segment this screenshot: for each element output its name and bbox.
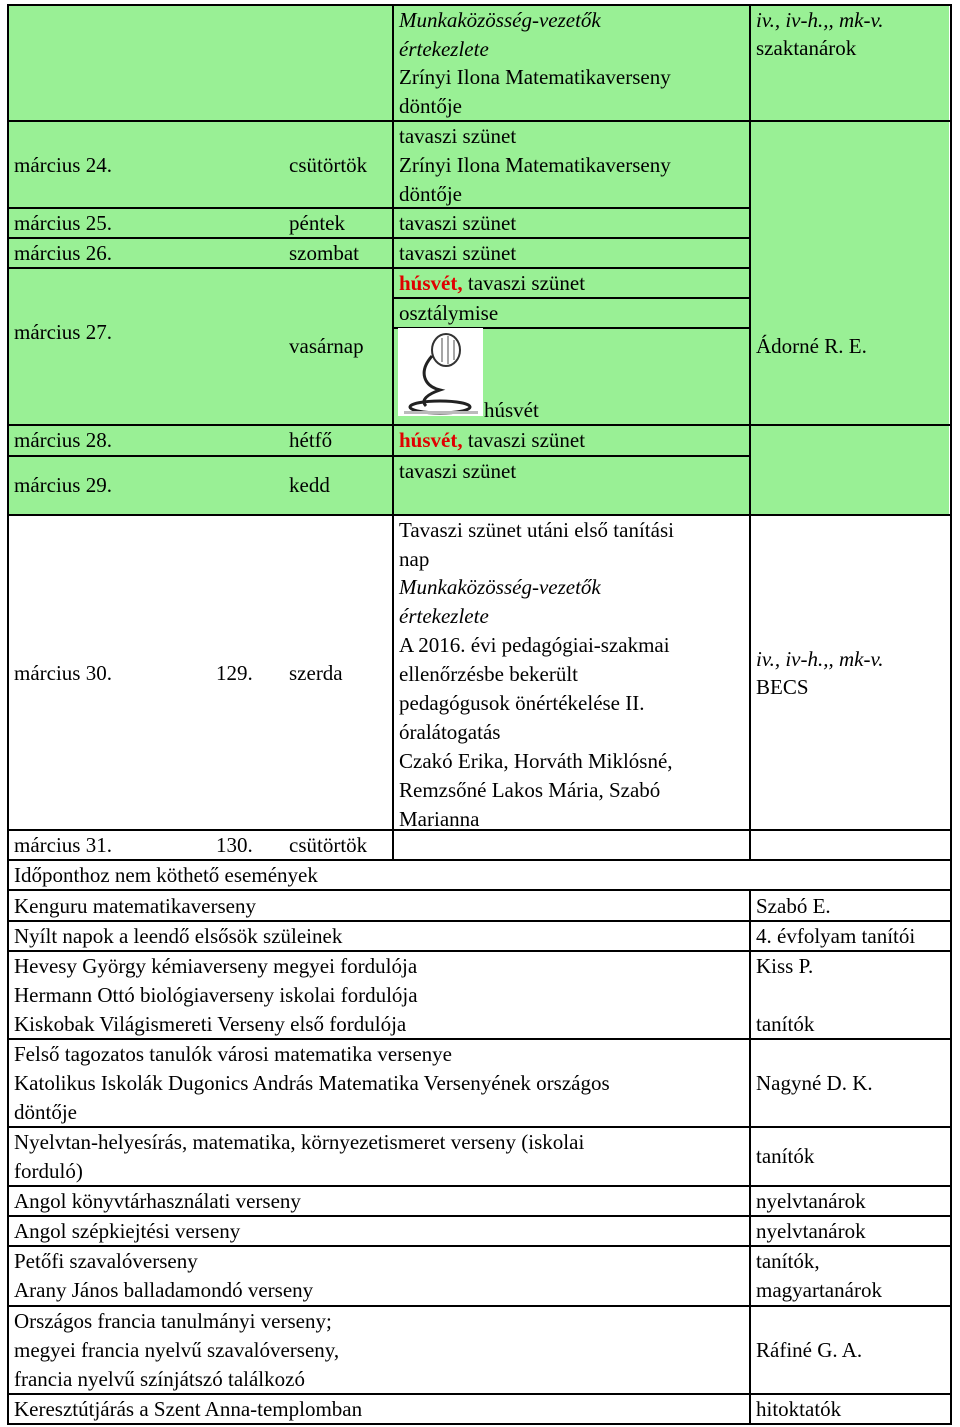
date: március 24. (14, 153, 112, 177)
unscheduled-responsible: Ráfiné G. A. (756, 1338, 863, 1362)
weekday: csütörtök (289, 153, 368, 177)
unscheduled-event: Kenguru matematikaverseny (14, 894, 256, 918)
unscheduled-event: Országos francia tanulmányi verseny; megyei francia nyelvű szavalóverseny, francia nyelvű színjátszó találkozó (14, 1309, 340, 1391)
responsible: iv., iv-h.,, mk-v. (756, 647, 884, 671)
event: tavaszi szünet (399, 241, 517, 265)
rule (392, 4, 394, 859)
microphone-logo-icon (398, 328, 483, 416)
holiday-label: húsvét, (399, 428, 463, 452)
event-meeting: Munkaközösség-vezetők értekezlete (399, 8, 601, 61)
unscheduled-responsible: Nagyné D. K. (756, 1071, 873, 1095)
event-meeting: Munkaközösség-vezetők értekezlete (399, 575, 601, 628)
event: tavaszi szünet (399, 124, 517, 148)
unscheduled-responsible: Kiss P. (756, 954, 814, 978)
date: március 27. (14, 320, 112, 344)
rule (950, 4, 952, 1425)
unscheduled-responsible: tanítók, magyartanárok (756, 1249, 882, 1302)
weekday: kedd (289, 473, 330, 497)
holiday-highlight-right (749, 6, 949, 514)
event: húsvét (484, 398, 539, 422)
event-competition-final: Zrínyi Ilona Matematikaverseny döntője (399, 65, 671, 118)
event: tavaszi szünet (399, 459, 517, 483)
event: Tavaszi szünet utáni első tanítási nap (399, 518, 674, 571)
unscheduled-responsible: tanítók (756, 1144, 815, 1168)
rule (749, 4, 751, 859)
responsible: iv., iv-h.,, mk-v. (756, 8, 884, 32)
rule (7, 267, 749, 269)
lesson-day-number: 129. (216, 661, 253, 685)
unscheduled-event: Angol szépkiejtési verseny (14, 1219, 241, 1243)
unscheduled-event: Keresztútjárás a Szent Anna-templomban (14, 1397, 363, 1421)
weekday: szerda (289, 661, 343, 685)
weekday: péntek (289, 211, 345, 235)
unscheduled-event: Angol könyvtárhasználati verseny (14, 1189, 301, 1213)
weekday: csütörtök (289, 833, 368, 857)
date: március 25. (14, 211, 112, 235)
date: március 28. (14, 428, 112, 452)
unscheduled-responsible: nyelvtanárok (756, 1219, 866, 1243)
unscheduled-responsible: Szabó E. (756, 894, 831, 918)
unscheduled-event: Nyílt napok a leendő elsősök szüleinek (14, 924, 343, 948)
rule (7, 4, 9, 1425)
weekday: szombat (289, 241, 359, 265)
unscheduled-event: Nyelvtan-helyesírás, matematika, környezetismeret verseny (iskolai forduló) (14, 1130, 585, 1183)
rule (7, 237, 749, 239)
date: március 30. (14, 661, 112, 685)
event: húsvét, tavaszi szünet (399, 271, 586, 295)
unscheduled-responsible: nyelvtanárok (756, 1189, 866, 1213)
rule (7, 455, 749, 457)
section-heading: Időponthoz nem köthető események (14, 863, 318, 887)
date: március 26. (14, 241, 112, 265)
date: március 29. (14, 473, 112, 497)
weekday: vasárnap (289, 334, 364, 358)
event: Zrínyi Ilona Matematikaverseny döntője (399, 153, 671, 206)
responsible: BECS (756, 675, 809, 699)
holiday-label: húsvét, (399, 271, 463, 295)
responsible: szaktanárok (756, 36, 857, 60)
unscheduled-event: Petőfi szavalóverseny Arany János balladamondó verseny (14, 1249, 314, 1302)
unscheduled-responsible: hitoktatók (756, 1397, 842, 1421)
unscheduled-event: Hevesy György kémiaverseny megyei fordulója (14, 954, 418, 978)
event-evaluation: A 2016. évi pedagógiai-szakmai ellenőrzésbe bekerült pedagógusok önértékelése II. óralátogatás Czakó Erika, Horváth Miklósné, Remzsőné Lakos Mária, Szabó Marianna (399, 633, 673, 831)
rule (749, 889, 751, 1425)
unscheduled-responsible: tanítók (756, 1012, 815, 1036)
unscheduled-responsible: 4. évfolyam tanítói (756, 924, 916, 948)
event-mass: osztálymise (399, 301, 499, 325)
event: tavaszi szünet (399, 211, 517, 235)
date: március 31. (14, 833, 112, 857)
event: húsvét, tavaszi szünet (399, 428, 586, 452)
unscheduled-event: Hermann Ottó biológiaverseny iskolai fordulója Kiskobak Világismereti Verseny első fordulója (14, 983, 418, 1036)
responsible: Ádorné R. E. (756, 334, 867, 358)
lesson-day-number: 130. (216, 833, 253, 857)
weekday: hétfő (289, 428, 333, 452)
unscheduled-event: Felső tagozatos tanulók városi matematika versenye Katolikus Iskolák Dugonics András Matematika Versenyének országos döntője (14, 1042, 610, 1124)
